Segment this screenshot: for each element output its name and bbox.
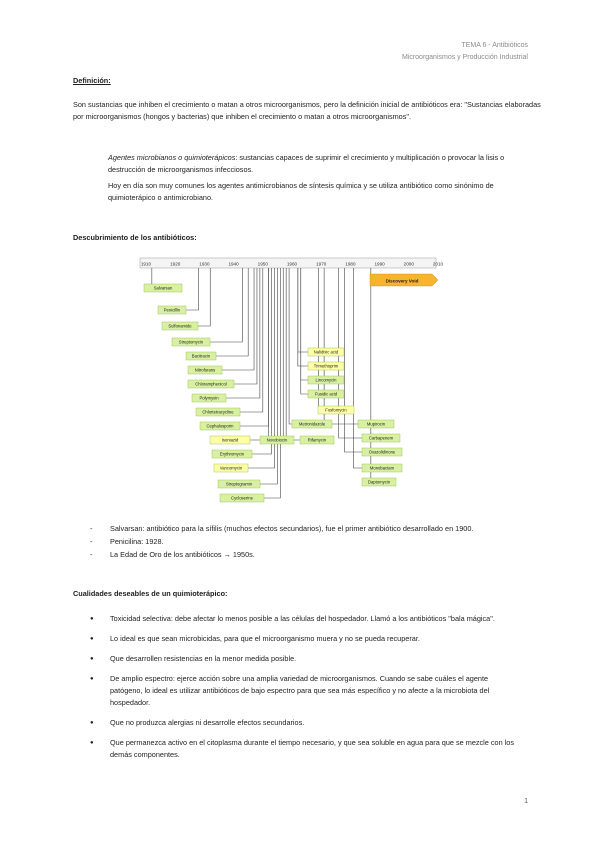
drug-label-cephalosporin: Cephalosporin [206, 423, 234, 429]
drug-label-chlortetracycline: Chlortetracycline [202, 409, 234, 415]
year-tick-1950: 1950 [257, 261, 268, 267]
drug-label-sulfonamide: Sulfonamide [168, 323, 192, 329]
year-tick-2010: 2010 [432, 261, 444, 267]
header-course: Microorganismos y Producción Industrial [401, 54, 528, 61]
drug-label-carbapenem: Carbapenem [368, 435, 394, 441]
drug-label-lincomycin: Lincomycin [315, 377, 337, 383]
drug-label-polymyxin: Polymyxin [199, 395, 219, 401]
drug-label-bacitracin: Bacitracin [191, 353, 211, 359]
connector-streptomycin [210, 268, 242, 342]
page-number: 1 [524, 798, 528, 805]
drug-label-penicillin: Penicillin [163, 307, 181, 313]
fact-penicilina: - Penicilina: 1928. [90, 535, 540, 548]
drug-label-streptogramin: Streptogramin [225, 481, 253, 487]
fact-golden-age: - La Edad de Oro de los antibióticos → 1950s. [90, 548, 540, 561]
connector-novobiocin [283, 268, 294, 440]
fact-salvarsan: - Salvarsan: antibiótico para la sífilis (muchos efectos secundarios), fue el primer antibiótico desarrollado en 1900. [90, 522, 540, 535]
drug-label-novobiocin: Novobiocin [266, 437, 288, 443]
connector-metronidazole [289, 268, 292, 424]
agents-paragraph [108, 152, 518, 176]
drug-label-trimethoprim: Trimethoprim [313, 363, 339, 369]
year-tick-1910: 1910 [140, 261, 152, 267]
year-tick-1940: 1940 [228, 261, 239, 267]
year-tick-1930: 1930 [199, 261, 210, 267]
connector-lincomycin [301, 268, 308, 380]
connector-cycloserine [264, 268, 280, 498]
drug-label-oxazolidinone: Oxazolidinone [368, 449, 396, 455]
antibiotic-timeline [140, 252, 444, 510]
descubrimiento-title: Descubrimiento de los antibióticos: [73, 233, 197, 242]
drug-label-isoniazid: Isoniazid [221, 437, 239, 443]
cualidad-alergias: ● Que no produzca alergias ni desarrolle efectos secundarios. [90, 717, 518, 729]
connector-sulfonamide [198, 268, 210, 326]
drug-label-vancomycin: Vancomycin [219, 465, 243, 471]
agents-term: Agentes microbianos o quimioterápicos [108, 153, 236, 162]
cualidad-resistencias: ● Que desarrollen resistencias en la menor medida posible. [90, 653, 518, 665]
connector-nalidixic-acid [298, 268, 308, 352]
agents-text: : sustancias capaces de suprimir el crecimiento y multiplicación o provocar la lisis o destrucción de microorganismos infecciosos. [108, 153, 505, 174]
connector-nitrofurans [222, 268, 254, 370]
drug-label-fusidic-acid: Fusidic acid [314, 391, 338, 397]
year-tick-1980: 1980 [345, 261, 356, 267]
connector-fusidic-acid [301, 268, 308, 394]
drug-label-monobactam: Monobactam [369, 465, 395, 471]
drug-label-rifamycin: Rifamycin [307, 437, 327, 443]
cualidades-list [90, 613, 518, 769]
drug-label-nitrofurans: Nitrofurans [194, 367, 216, 373]
connector-isoniazid [250, 268, 269, 440]
year-tick-1920: 1920 [170, 261, 181, 267]
connector-chlortetracycline [240, 268, 263, 412]
year-tick-2000: 2000 [403, 261, 414, 267]
connector-bacitracin [216, 268, 248, 356]
discovery-facts-list [90, 522, 540, 561]
hoy-paragraph: Hoy en día son muy comunes los agentes antimicrobianos de síntesis química y se utiliza antibiótico como sinónimo de quimioterápico o antimicrobiano. [108, 181, 494, 202]
connector-mupirocin [324, 268, 358, 424]
cualidad-espectro: ● De amplio espectro: ejerce acción sobre una amplia variedad de microorganismos. Cuando se sabe cuáles el agente patógeno, lo ideal es utilizar antibióticos de bajo espectro para que sea más específico y no afecte a la microbiota del hospedador. [90, 673, 518, 709]
drug-label-salvarsan: Salvarsan [153, 285, 173, 291]
connector-polymyxin [226, 268, 260, 398]
header-subject: TEMA 6 - Antibióticos [461, 42, 528, 49]
drug-label-erythromycin: Erythromycin [219, 451, 245, 457]
cualidad-toxicidad: ● Toxicidad selectiva: debe afectar lo menos posible a las células del hospedador. Llamó a los antibióticos "bala mágica". [90, 613, 518, 625]
definicion-paragraph: Son sustancias que inhiben el crecimiento o matan a otros microorganismos, pero la definición inicial de antibióticos era: "Sustancias elaboradas por microorganismos (hongos y bacterias) que inhiben el crecimiento o matan a otros microorganismos". [73, 100, 541, 121]
drug-label-nalidixic-acid: Nalidixic acid [313, 349, 339, 355]
connector-trimethoprim [298, 268, 308, 366]
cualidades-title: Cualidades deseables de un quimioterápico: [73, 589, 228, 598]
drug-label-fosfomycin: Fosfomycin [325, 407, 347, 413]
cualidad-activo: ● Que permanezca activo en el citoplasma durante el tiempo necesario, y que sea soluble en agua para que se mezcle con los demás componentes. [90, 737, 518, 761]
definicion-title: Definición: [73, 76, 111, 85]
drug-label-daptomycin: Daptomycin [367, 479, 391, 485]
connector-chloramphenicol [234, 268, 257, 384]
connector-penicillin [186, 268, 199, 310]
drug-label-mupirocin: Mupirocin [366, 421, 386, 427]
discovery-void-label: Discovery Void [385, 278, 419, 284]
year-tick-1970: 1970 [316, 261, 327, 267]
drug-label-metronidazole: Metronidazole [298, 421, 326, 427]
cualidad-microbicidas: ● Lo ideal es que sean microbicidas, para que el microorganismo muera y no se pueda recuperar. [90, 633, 518, 645]
drug-label-chloramphenicol: Chloramphenicol [195, 381, 227, 387]
drug-label-cycloserine: Cycloserine [231, 495, 253, 501]
year-tick-1990: 1990 [374, 261, 385, 267]
year-tick-1960: 1960 [286, 261, 298, 267]
drug-label-streptomycin: Streptomycin [178, 339, 204, 345]
